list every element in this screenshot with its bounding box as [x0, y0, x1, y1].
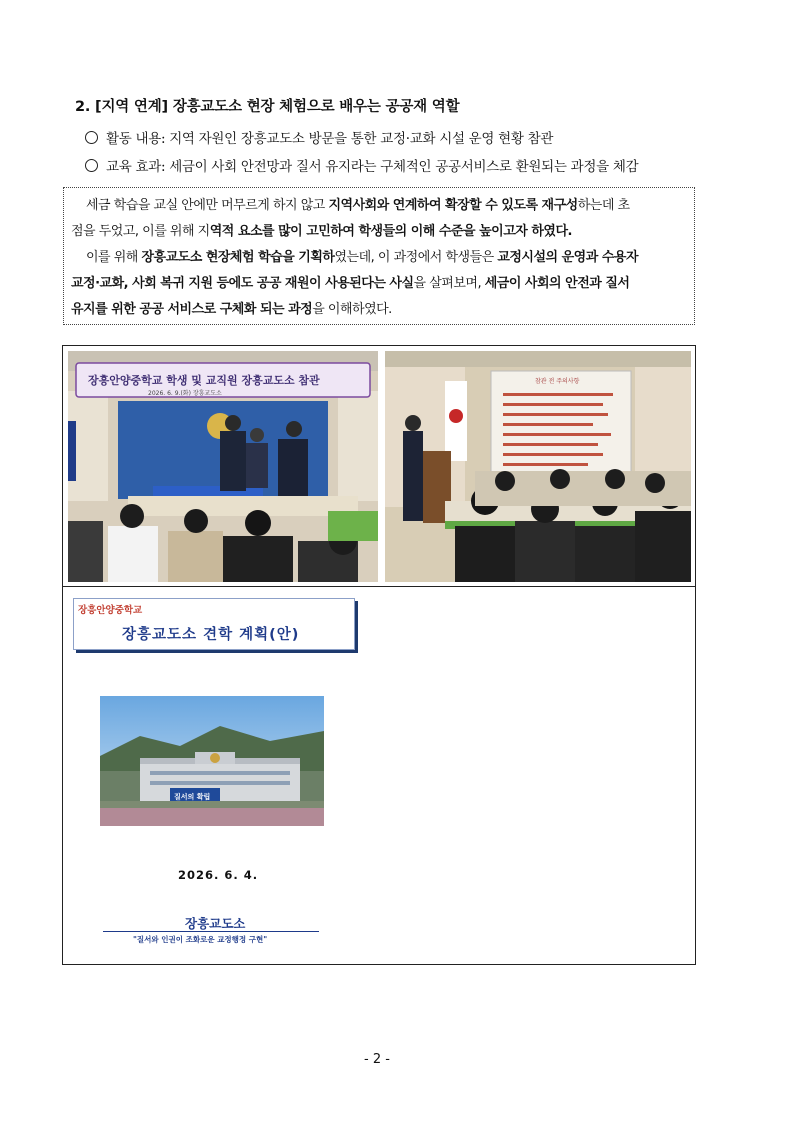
cover-building-photo [100, 696, 324, 826]
photo1-banner-sub: 2026. 6. 9.(화) 장흥교도소 [148, 390, 222, 397]
photo-prison-demo [68, 351, 378, 582]
cover-date: 2026. 6. 4. [178, 868, 259, 882]
summary-line-4: 교정·교화, 사회 복귀 지원 등에도 공공 재원이 사용된다는 사실을 살펴보며, 세금이 사회의 안전과 질서 [71, 276, 630, 291]
bullet-activity-text: 활동 내용: 지역 자원인 장흥교도소 방문을 통한 교정·교화 시설 운영 현황 참관 [106, 131, 554, 147]
cover-slogan-divider [103, 931, 319, 932]
cover-org: 장흥교도소 [185, 916, 246, 931]
bullet-effect [85, 155, 638, 175]
photo-panel [62, 345, 696, 965]
photo-prison-lecture [385, 351, 691, 582]
cover-building-sign: 질서의 확립 [174, 793, 211, 801]
cover-school: 장흥안양중학교 [78, 605, 143, 616]
cover-title: 장흥교도소 견학 계획(안) [122, 627, 300, 643]
photo2-screen-title: 참관 전 주의사항 [535, 378, 580, 385]
photo1-banner: 장흥안양중학교 학생 및 교직원 장흥교도소 참관 [88, 374, 320, 387]
summary-box [63, 187, 695, 325]
page-number: - 2 - [364, 1052, 390, 1067]
circle-bullet-icon [85, 131, 98, 144]
photo-divider [63, 586, 695, 587]
bullet-effect-text: 교육 효과: 세금이 사회 안전망과 질서 유지라는 구체적인 공공서비스로 환원되는 과정을 체감 [106, 159, 639, 175]
section-heading: 2. [지역 연계] 장흥교도소 현장 체험으로 배우는 공공재 역할 [75, 99, 460, 115]
summary-line-2: 점을 두었고, 이를 위해 지역적 요소를 많이 고민하여 학생들의 이해 수준을 높이고자 하였다. [71, 224, 572, 239]
summary-line-5: 유지를 위한 공공 서비스로 구체화 되는 과정을 이해하였다. [71, 302, 392, 317]
circle-bullet-icon [85, 159, 98, 172]
summary-line-3: 이를 위해 장흥교도소 현장체험 학습을 기획하였는데, 이 과정에서 학생들은 교정시설의 운영과 수용자 [86, 250, 639, 265]
bullet-activity [85, 127, 553, 147]
cover-title-box [73, 598, 355, 650]
cover-slogan: "질서와 인권이 조화로운 교정행정 구현" [133, 935, 268, 944]
summary-line-1: 세금 학습을 교실 안에만 머무르게 하지 않고 지역사회와 연계하여 확장할 수 있도록 재구성하는데 초 [86, 198, 630, 213]
